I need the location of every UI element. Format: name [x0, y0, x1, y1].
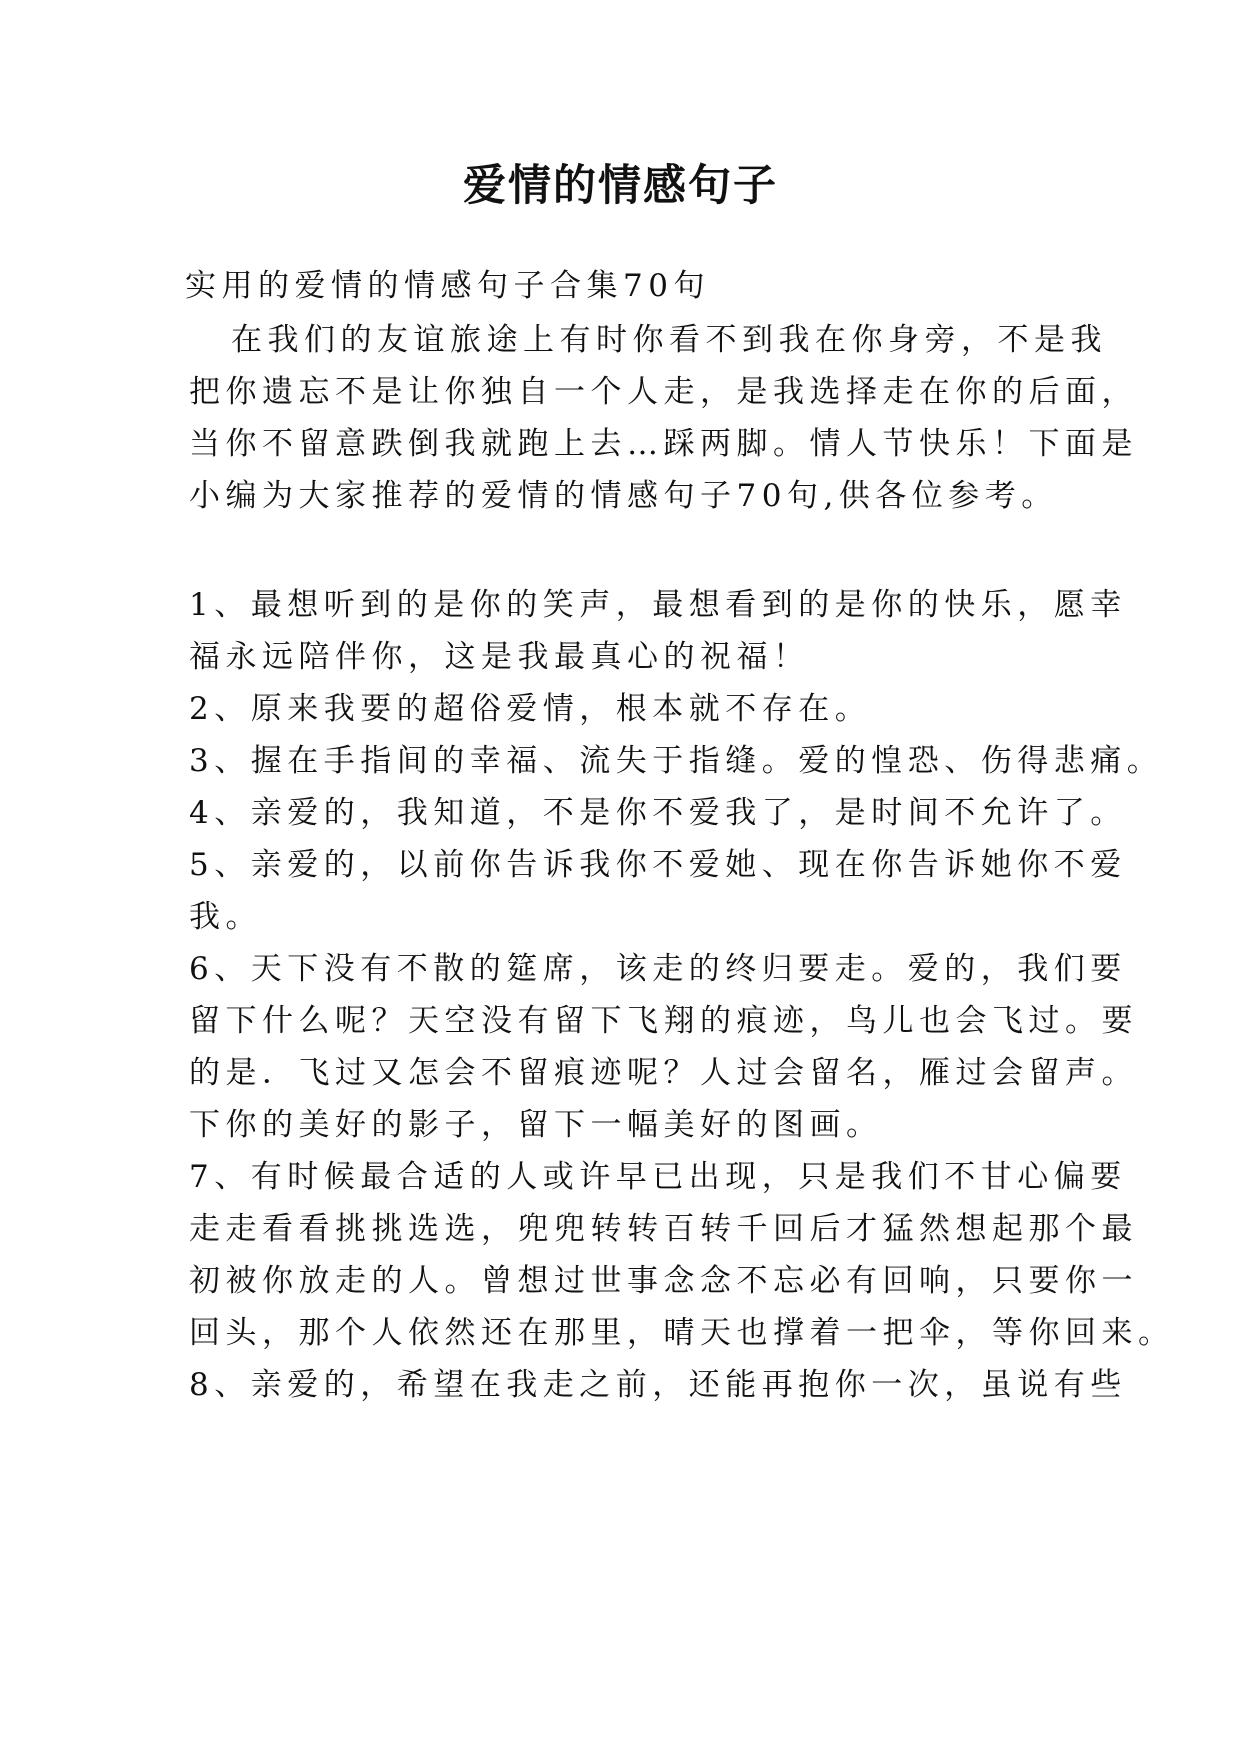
- intro-line: 当你不留意跌倒我就跑上去…踩两脚。情人节快乐！下面是: [189, 426, 1138, 462]
- intro-line: 小编为大家推荐的爱情的情感句子70句,供各位参考。: [189, 478, 1058, 514]
- item-line: 3、握在手指间的幸福、流失于指缝。爱的惶恐、伤得悲痛。: [189, 743, 1164, 779]
- document-title: 爱情的情感句子: [463, 161, 778, 211]
- item-line: 5、亲爱的，以前你告诉我你不爱她、现在你告诉她你不爱: [189, 847, 1127, 883]
- item-line: 1、最想听到的是你的笑声，最想看到的是你的快乐，愿幸: [189, 587, 1127, 623]
- item-line: 留下什么呢？天空没有留下飞翔的痕迹，鸟儿也会飞过。要: [189, 1003, 1138, 1039]
- intro-line: 在我们的友谊旅途上有时你看不到我在你身旁，不是我: [231, 322, 1107, 358]
- item-line: 2、原来我要的超俗爱情，根本就不存在。: [189, 691, 872, 727]
- item-line: 4、亲爱的，我知道，不是你不爱我了，是时间不允许了。: [189, 795, 1127, 831]
- item-line: 初被你放走的人。曾想过世事念念不忘必有回响，只要你一: [189, 1263, 1138, 1299]
- document-subtitle: 实用的爱情的情感句子合集70句: [185, 268, 710, 304]
- item-line: 福永远陪伴你，这是我最真心的祝福！: [189, 639, 810, 675]
- intro-line: 把你遗忘不是让你独自一个人走，是我选择走在你的后面，: [189, 374, 1138, 410]
- item-line: 下你的美好的影子，留下一幅美好的图画。: [189, 1107, 883, 1143]
- item-line: 8、亲爱的，希望在我走之前，还能再抱你一次，虽说有些: [189, 1367, 1127, 1403]
- item-line: 7、有时候最合适的人或许早已出现，只是我们不甘心偏要: [189, 1159, 1127, 1195]
- item-line: 的是．飞过又怎会不留痕迹呢？人过会留名，雁过会留声。: [189, 1055, 1138, 1091]
- item-line: 6、天下没有不散的筵席，该走的终归要走。爱的，我们要: [189, 951, 1127, 987]
- item-line: 走走看看挑挑选选，兜兜转转百转千回后才猛然想起那个最: [189, 1211, 1138, 1247]
- item-line: 回头，那个人依然还在那里，晴天也撑着一把伞，等你回来。: [189, 1315, 1175, 1351]
- item-line: 我。: [189, 899, 262, 935]
